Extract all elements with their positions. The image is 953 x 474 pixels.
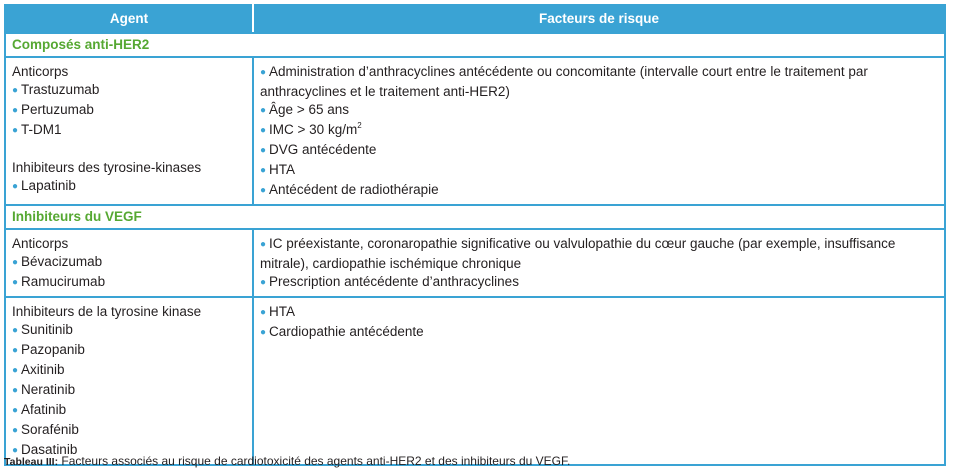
- agent-group-label: Inhibiteurs de la tyrosine kinase: [12, 304, 202, 319]
- risk-item: ● Âge > 65 ans: [260, 101, 938, 121]
- risk-item: ● IC préexistante, coronaropathie significative ou valvulopathie du cœur gauche (par exemple, insuffisance mitrale), cardiopathie ischémique chronique: [260, 235, 938, 273]
- risk-item: ● HTA: [260, 303, 938, 323]
- table-row: [5, 57, 945, 205]
- caption-text: Facteurs associés au risque de cardiotoxicité des agents anti-HER2 et des inhibiteurs du VEGF.: [58, 454, 571, 468]
- agent-item: ● Lapatinib: [12, 177, 246, 197]
- superscript: 2: [357, 120, 362, 130]
- agent-group-label: Inhibiteurs des tyrosine-kinases: [12, 160, 202, 175]
- risk-item: ● Antécédent de radiothérapie: [260, 181, 938, 201]
- agent-item: ● Ramucirumab: [12, 273, 246, 293]
- agent-item: ● Pertuzumab: [12, 101, 246, 121]
- risk-cell: [253, 57, 945, 205]
- section-title: Composés anti-HER2: [5, 33, 945, 57]
- caption-label: Tableau III:: [4, 456, 59, 468]
- agent-cell: [5, 297, 253, 465]
- risk-item: [260, 121, 938, 141]
- risk-item-text: IMC > 30 kg/m: [269, 122, 358, 137]
- risk-item: ● HTA: [260, 161, 938, 181]
- agent-item: ● Bévacizumab: [12, 253, 246, 273]
- risk-item: ● DVG antécédente: [260, 141, 938, 161]
- risk-item: ● Prescription antécédente d’anthracyclines: [260, 273, 938, 293]
- agent-cell: [5, 57, 253, 205]
- agent-item: ● T-DM1: [12, 121, 246, 141]
- agent-item: ● Sunitinib: [12, 321, 246, 341]
- agent-item: ● Afatinib: [12, 401, 246, 421]
- section-row: [5, 205, 945, 229]
- agent-cell: [5, 229, 253, 297]
- table-row: [5, 229, 945, 297]
- section-row: [5, 33, 945, 57]
- table-caption: [4, 454, 570, 468]
- agent-group-label: Anticorps: [12, 236, 69, 251]
- section-title: Inhibiteurs du VEGF: [5, 205, 945, 229]
- risk-item: ● Administration d’anthracyclines antécédente ou concomitante (intervalle court entre le traitement par anthracyclines et le traitement anti-HER2): [260, 63, 938, 101]
- agent-item: ● Dasatinib: [12, 441, 246, 461]
- risk-item: ● Cardiopathie antécédente: [260, 323, 938, 343]
- risk-cell: [253, 297, 945, 465]
- agent-item: ● Trastuzumab: [12, 81, 246, 101]
- agent-item: ● Axitinib: [12, 361, 246, 381]
- agent-item: ● Neratinib: [12, 381, 246, 401]
- agent-item: ● Sorafénib: [12, 421, 246, 441]
- header-agent: Agent: [5, 5, 253, 33]
- agent-item: ● Pazopanib: [12, 341, 246, 361]
- agent-group-label: Anticorps: [12, 64, 69, 79]
- header-risk-factors: Facteurs de risque: [253, 5, 945, 33]
- header-row: [5, 5, 945, 33]
- table-row: [5, 297, 945, 465]
- risk-cell: [253, 229, 945, 297]
- risk-factors-table: [4, 4, 946, 466]
